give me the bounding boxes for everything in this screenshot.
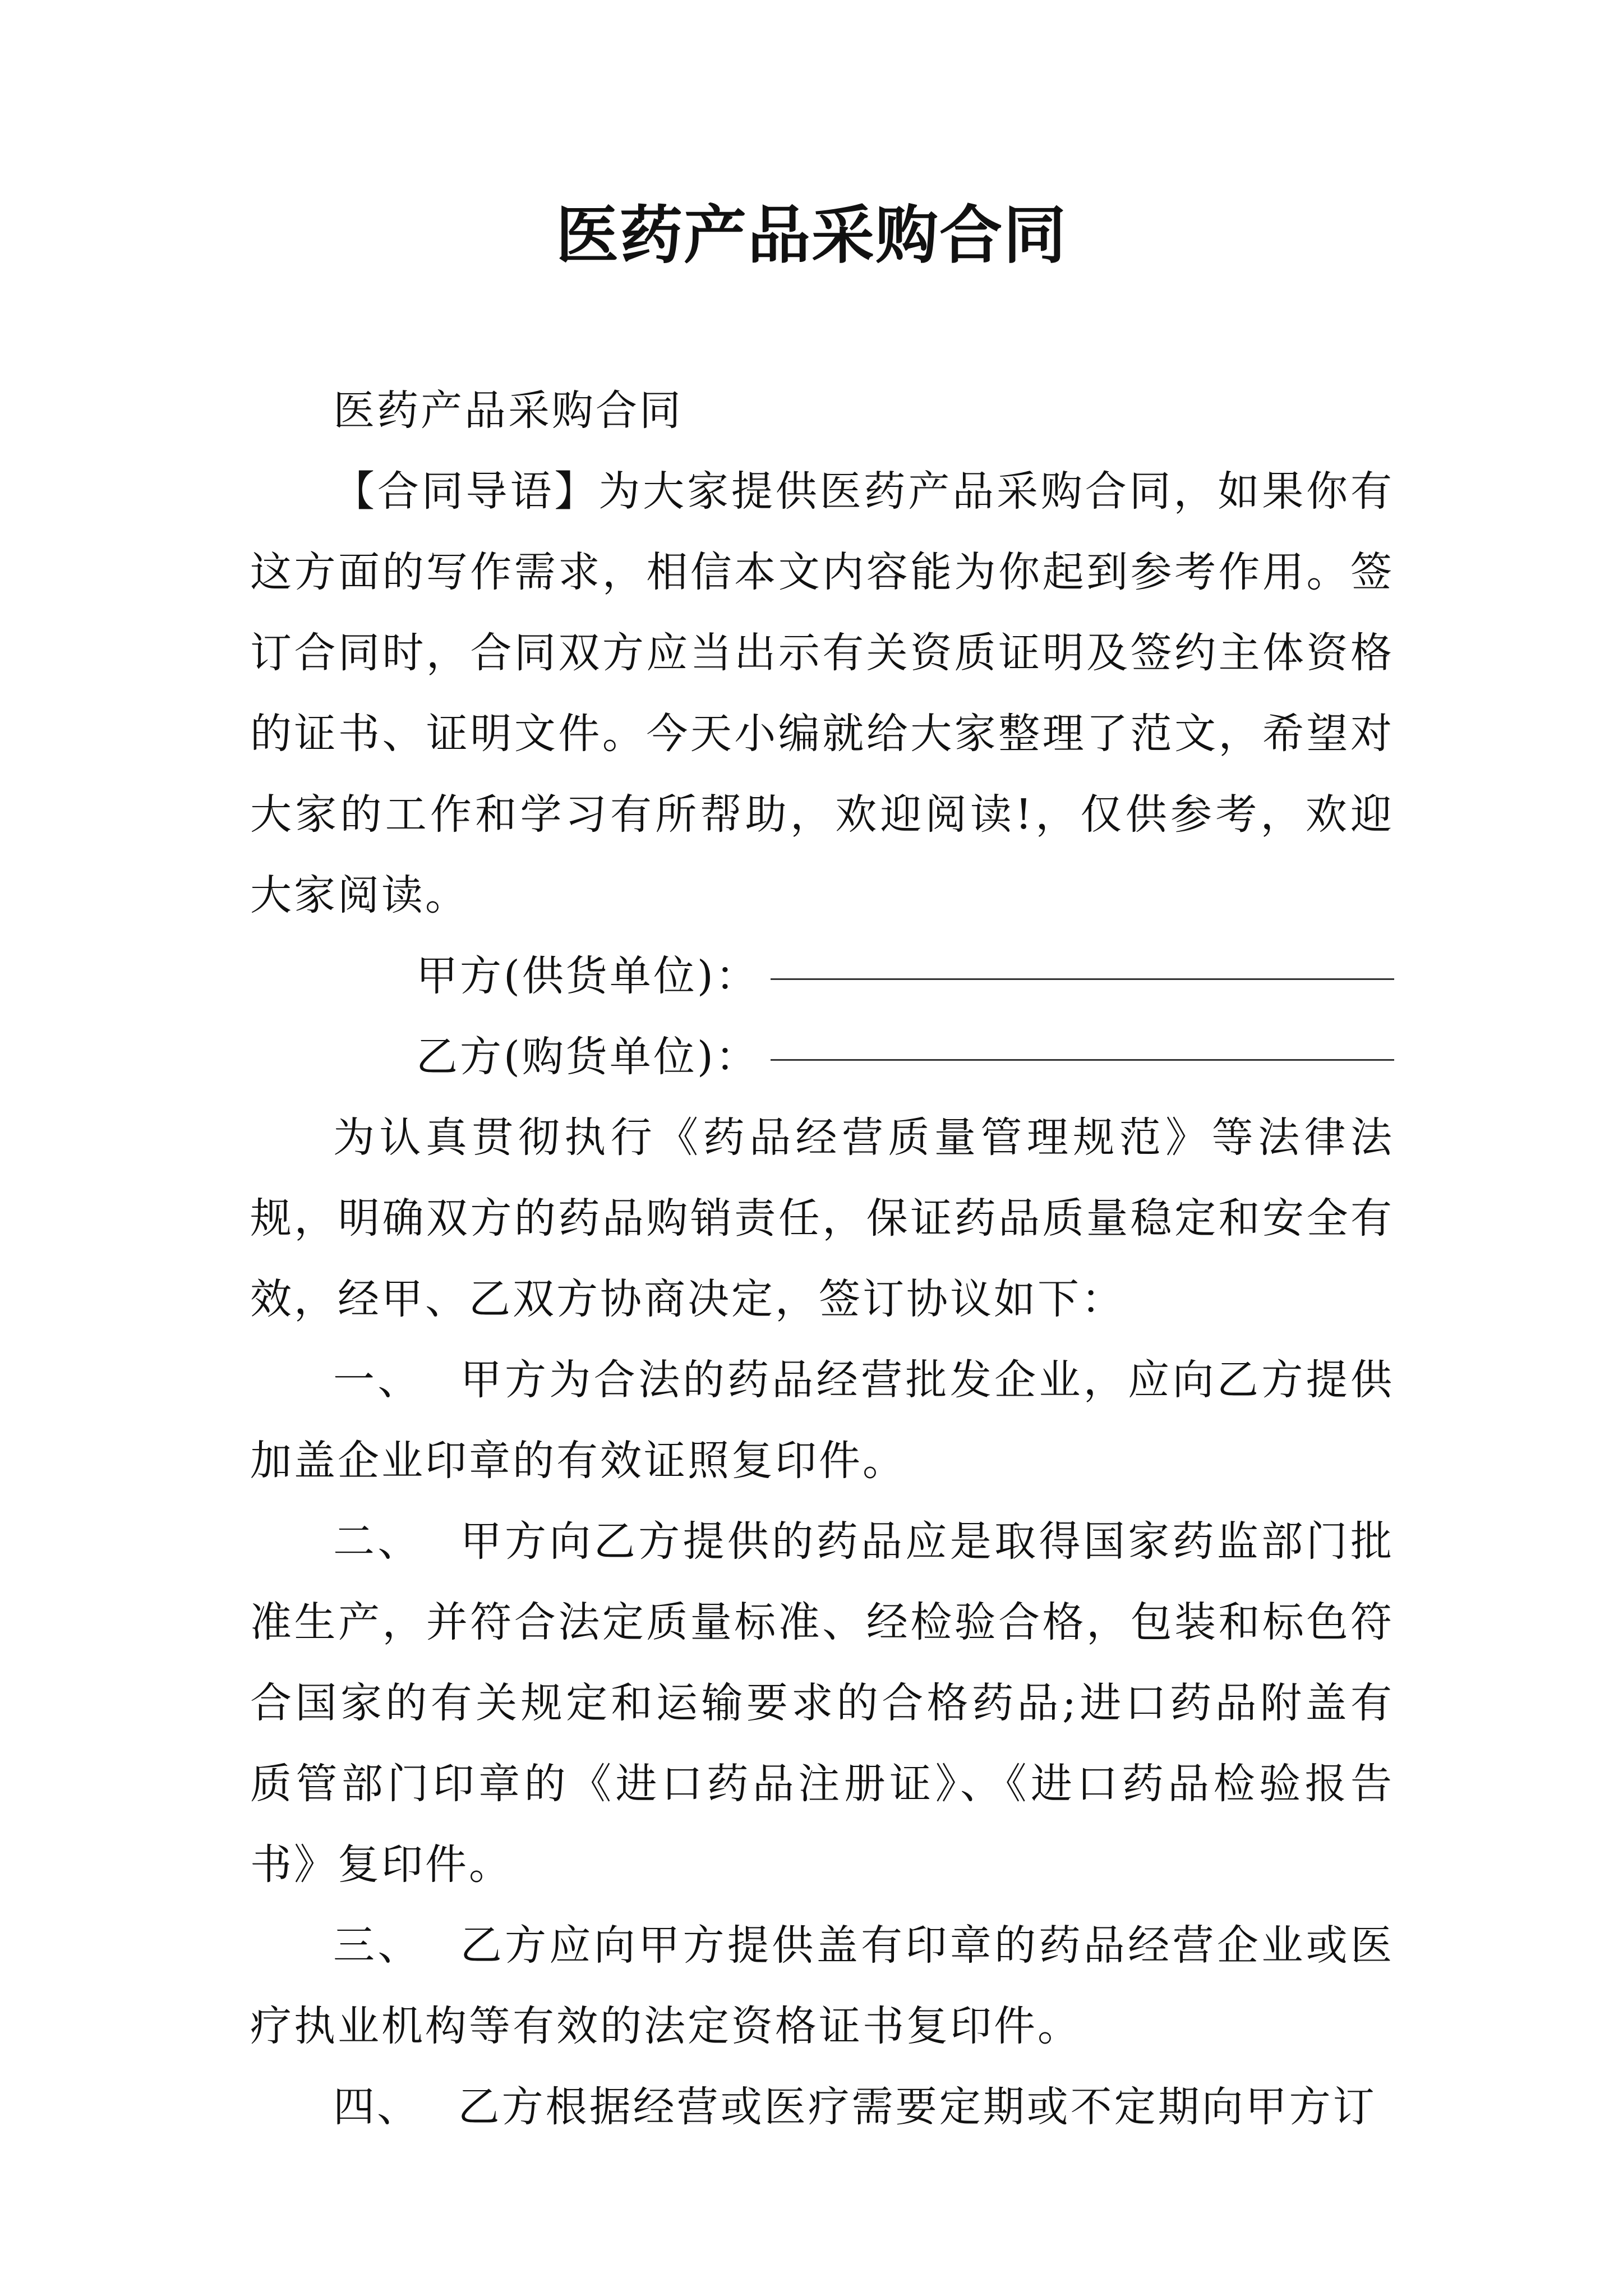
clause-number: 一、 <box>333 1356 422 1404</box>
clause-text: 乙方根据经营或医疗需要定期或不定期向甲方订 <box>458 2083 1377 2131</box>
clause-2 <box>250 1501 1394 1905</box>
page-title: 医药产品采购合同 <box>556 199 1067 272</box>
clause-number: 三、 <box>333 1921 422 1970</box>
clause-text: 乙方应向甲方提供盖有印章的药品经营企业或医疗执业机构等有效的法定资格证书复印件。 <box>250 1921 1395 2050</box>
clause-3 <box>250 1905 1394 2067</box>
party-a-line <box>250 936 1394 1016</box>
clause-text: 甲方向乙方提供的药品应是取得国家药监部门批准生产，并符合法定质量标准、经检验合格，包装和标色符合国家的有关规定和运输要求的合格药品;进口药品附盖有质管部门印章的《进口药品注册证》、《进口药品检验报告书》复印件。 <box>250 1517 1395 1889</box>
party-a-blank <box>771 976 1394 980</box>
clause-text: 甲方为合法的药品经营批发企业，应向乙方提供加盖企业印章的有效证照复印件。 <box>250 1356 1395 1485</box>
party-b-blank <box>771 1057 1394 1061</box>
party-b-label: 乙方(购货单位)： <box>416 1033 759 1081</box>
clause-number: 四、 <box>333 2083 421 2131</box>
clause-number: 二、 <box>333 1517 422 1566</box>
document-body <box>250 370 1394 2147</box>
party-a-label: 甲方(供货单位)： <box>416 952 759 1000</box>
clause-4 <box>250 2067 1394 2147</box>
subtitle: 医药产品采购合同 <box>333 386 683 435</box>
clause-1 <box>250 1340 1394 1501</box>
intro-paragraph: 【合同导语】为大家提供医药产品采购合同，如果你有这方面的写作需求，相信本文内容能为你起到参考作用。签订合同时，合同双方应当出示有关资质证明及签约主体资格的证书、证明文件。今天小编就给大家整理了范文，希望对大家的工作和学习有所帮助，欢迎阅读!，仅供参考，欢迎大家阅读。 <box>250 467 1394 919</box>
party-b-line <box>250 1016 1394 1097</box>
preamble-paragraph: 为认真贯彻执行《药品经营质量管理规范》等法律法规，明确双方的药品购销责任，保证药品质量稳定和安全有效，经甲、乙双方协商决定，签订协议如下： <box>250 1114 1394 1323</box>
